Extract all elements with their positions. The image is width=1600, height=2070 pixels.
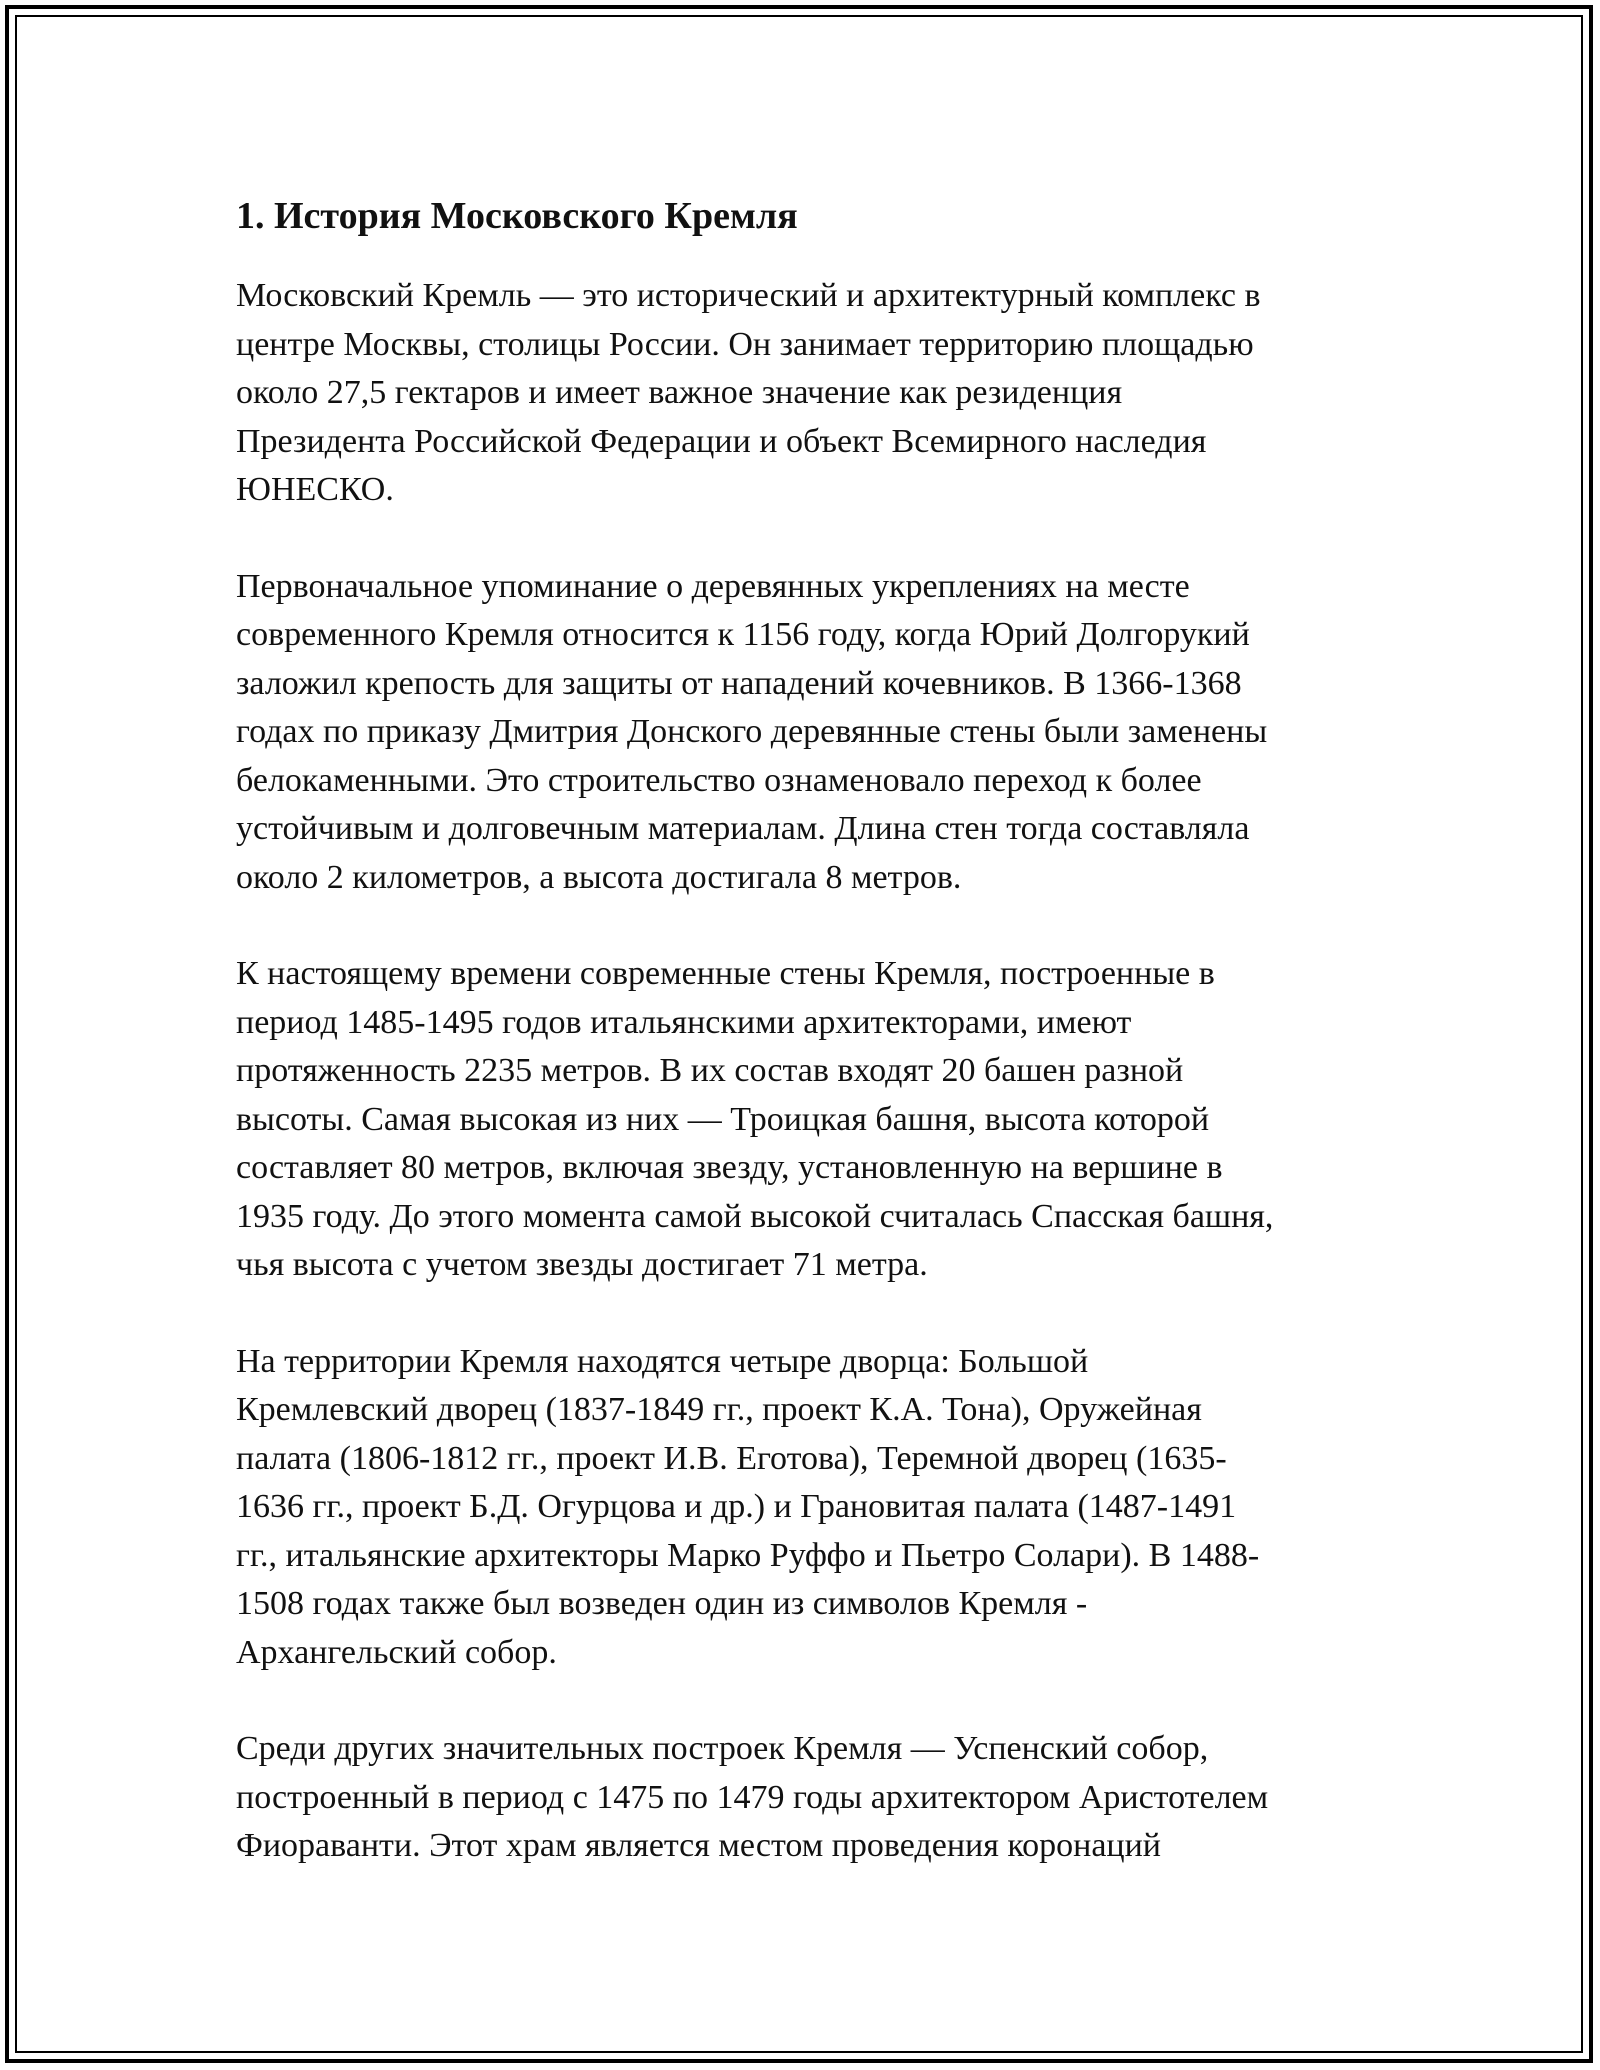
text-line: ЮНЕСКО. <box>236 471 394 508</box>
text-line: чья высота с учетом звезды достигает 71 метра. <box>236 1246 928 1283</box>
text-line: Среди других значительных построек Кремля — Успенский собор, <box>236 1730 1209 1767</box>
text-line: устойчивым и долговечным материалам. Длина стен тогда составляла <box>236 810 1250 847</box>
paragraph-palaces <box>236 1338 1386 1678</box>
paragraph-early-history <box>236 563 1386 903</box>
text-line: 1508 годах также был возведен один из символов Кремля - <box>236 1585 1088 1622</box>
text-line: На территории Кремля находятся четыре дворца: Большой <box>236 1342 1089 1380</box>
text-line: Президента Российской Федерации и объект Всемирного наследия <box>236 422 1207 460</box>
text-line: Архангельский собор. <box>236 1633 557 1671</box>
text-line: белокаменными. Это строительство ознаменовало переход к более <box>236 761 1202 799</box>
text-line: Московский Кремль — это исторический и архитектурный комплекс в <box>236 277 1261 314</box>
text-line: составляет 80 метров, включая звезду, установленную на вершине в <box>236 1149 1223 1186</box>
text-line: 1935 году. До этого момента самой высокой считалась Спасская башня, <box>236 1197 1274 1235</box>
text-line: Фиораванти. Этот храм является местом проведения коронаций <box>236 1827 1162 1864</box>
text-line: современного Кремля относится к 1156 году, когда Юрий Долгорукий <box>236 616 1250 653</box>
text-line: протяженность 2235 метров. В их состав входят 20 башен разной <box>236 1052 1184 1089</box>
paragraph-walls-towers <box>236 950 1386 1290</box>
text-line: К настоящему времени современные стены Кремля, построенные в <box>236 955 1215 992</box>
text-line: 1636 гг., проект Б.Д. Огурцова и др.) и Грановитая палата (1487-1491 <box>236 1488 1237 1525</box>
text-line: заложил крепость для защиты от нападений кочевников. В 1366-1368 <box>236 664 1242 702</box>
text-line: Первоначальное упоминание о деревянных укреплениях на месте <box>236 567 1190 605</box>
section-heading: 1. История Московского Кремля <box>236 195 798 237</box>
text-line: палата (1806-1812 гг., проект И.В. Еготова), Теремной дворец (1635- <box>236 1439 1227 1477</box>
paragraph-cathedrals <box>236 1725 1386 1871</box>
text-line: Кремлевский дворец (1837-1849 гг., проект К.А. Тона), Оружейная <box>236 1391 1202 1428</box>
text-line: центре Москвы, столицы России. Он занимает территорию площадью <box>236 325 1254 363</box>
text-line: около 27,5 гектаров и имеет важное значение как резиденция <box>236 374 1123 411</box>
text-line: годах по приказу Дмитрия Донского деревянные стены были заменены <box>236 713 1268 750</box>
paragraph-intro <box>236 272 1386 515</box>
text-line: период 1485-1495 годов итальянскими архитекторами, имеют <box>236 1003 1132 1041</box>
text-line: высоты. Самая высокая из них — Троицкая башня, высота которой <box>236 1100 1210 1138</box>
text-line: гг., итальянские архитекторы Марко Руффо и Пьетро Солари). В 1488- <box>236 1536 1260 1574</box>
document-body <box>236 188 1386 1919</box>
text-line: около 2 километров, а высота достигала 8 метров. <box>236 858 962 896</box>
text-line: построенный в период с 1475 по 1479 годы архитектором Аристотелем <box>236 1778 1269 1816</box>
